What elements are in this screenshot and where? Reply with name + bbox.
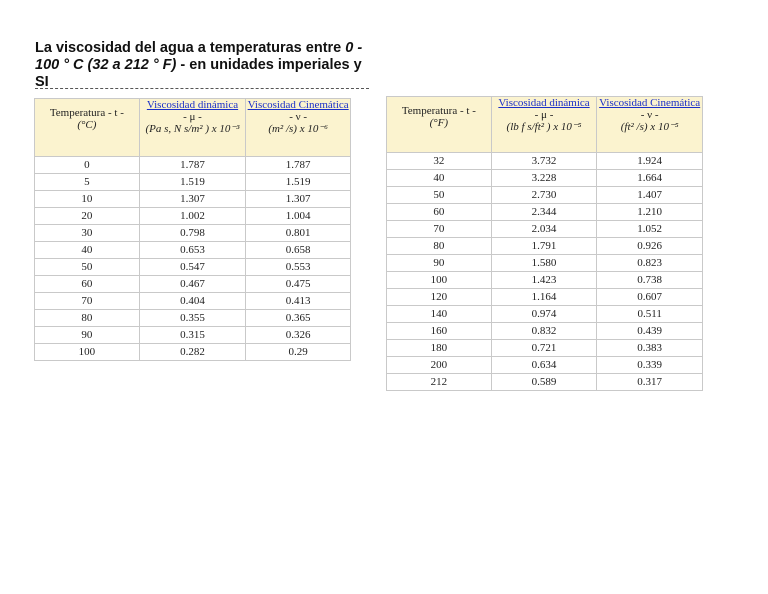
title-text: La viscosidad del agua a temperaturas entre bbox=[35, 40, 346, 56]
cell-temperature: 10 bbox=[35, 191, 140, 208]
table-row bbox=[35, 259, 351, 276]
table-row bbox=[387, 153, 703, 170]
cell-dynamic-viscosity: 0.404 bbox=[139, 293, 246, 310]
cell-kinematic-viscosity: 0.823 bbox=[597, 255, 703, 272]
cell-dynamic-viscosity: 3.732 bbox=[491, 153, 597, 170]
table-row bbox=[387, 221, 703, 238]
cell-dynamic-viscosity: 0.467 bbox=[139, 276, 246, 293]
header-kin-unit: (m² /s) x 10⁻⁶ bbox=[268, 123, 328, 135]
cell-temperature: 32 bbox=[387, 153, 492, 170]
cell-kinematic-viscosity: 1.664 bbox=[597, 170, 703, 187]
cell-kinematic-viscosity: 0.439 bbox=[597, 323, 703, 340]
table-row bbox=[35, 157, 351, 174]
header-temp-unit: (°C) bbox=[77, 119, 97, 131]
cell-temperature: 160 bbox=[387, 323, 492, 340]
header-temp-unit: (°F) bbox=[429, 117, 449, 129]
table-row bbox=[35, 293, 351, 310]
cell-kinematic-viscosity: 0.29 bbox=[246, 344, 351, 361]
table-row bbox=[387, 323, 703, 340]
table-row bbox=[35, 327, 351, 344]
cell-kinematic-viscosity: 1.004 bbox=[246, 208, 351, 225]
cell-temperature: 200 bbox=[387, 357, 492, 374]
cell-temperature: 212 bbox=[387, 374, 492, 391]
cell-temperature: 40 bbox=[35, 242, 140, 259]
cell-kinematic-viscosity: 0.926 bbox=[597, 238, 703, 255]
cell-temperature: 0 bbox=[35, 157, 140, 174]
table-row bbox=[387, 187, 703, 204]
cell-dynamic-viscosity: 1.519 bbox=[139, 174, 246, 191]
cell-kinematic-viscosity: 1.787 bbox=[246, 157, 351, 174]
cell-temperature: 60 bbox=[387, 204, 492, 221]
header-dyn-unit: (lb f s/ft² ) x 10⁻⁵ bbox=[506, 121, 582, 133]
cell-kinematic-viscosity: 0.475 bbox=[246, 276, 351, 293]
table-row bbox=[387, 170, 703, 187]
cell-dynamic-viscosity: 0.832 bbox=[491, 323, 597, 340]
title-range: 0 - 100 ° C (32 a 212 ° F) bbox=[35, 40, 363, 73]
cell-kinematic-viscosity: 0.326 bbox=[246, 327, 351, 344]
table-row bbox=[35, 276, 351, 293]
cell-temperature: 60 bbox=[35, 276, 140, 293]
cell-dynamic-viscosity: 2.034 bbox=[491, 221, 597, 238]
cell-dynamic-viscosity: 2.730 bbox=[491, 187, 597, 204]
cell-kinematic-viscosity: 1.307 bbox=[246, 191, 351, 208]
kinematic-viscosity-link[interactable]: Viscosidad Cinemática bbox=[599, 97, 701, 109]
header-dyn-symbol: - μ - bbox=[534, 109, 554, 121]
cell-dynamic-viscosity: 1.580 bbox=[491, 255, 597, 272]
header-kin-symbol: - ν - bbox=[289, 111, 308, 123]
table-row bbox=[387, 357, 703, 374]
cell-dynamic-viscosity: 0.355 bbox=[139, 310, 246, 327]
cell-dynamic-viscosity: 1.307 bbox=[139, 191, 246, 208]
table-body bbox=[35, 157, 351, 361]
cell-temperature: 120 bbox=[387, 289, 492, 306]
cell-kinematic-viscosity: 1.052 bbox=[597, 221, 703, 238]
table-row bbox=[35, 344, 351, 361]
header-temperature bbox=[387, 97, 492, 153]
cell-dynamic-viscosity: 0.974 bbox=[491, 306, 597, 323]
cell-temperature: 100 bbox=[35, 344, 140, 361]
header-dyn-symbol: - μ - bbox=[183, 111, 202, 123]
header-dyn-unit: (Pa s, N s/m² ) x 10⁻³ bbox=[145, 123, 240, 135]
cell-dynamic-viscosity: 0.634 bbox=[491, 357, 597, 374]
table-row bbox=[387, 272, 703, 289]
title-text-end: - en unidades imperiales y SI bbox=[35, 57, 362, 90]
header-temp-label: Temperatura - t - bbox=[401, 105, 476, 117]
table-row bbox=[387, 340, 703, 357]
cell-dynamic-viscosity: 0.653 bbox=[139, 242, 246, 259]
cell-kinematic-viscosity: 1.210 bbox=[597, 204, 703, 221]
cell-dynamic-viscosity: 1.164 bbox=[491, 289, 597, 306]
cell-kinematic-viscosity: 0.738 bbox=[597, 272, 703, 289]
header-kinematic-viscosity bbox=[246, 99, 351, 157]
cell-kinematic-viscosity: 1.407 bbox=[597, 187, 703, 204]
cell-dynamic-viscosity: 3.228 bbox=[491, 170, 597, 187]
cell-temperature: 140 bbox=[387, 306, 492, 323]
cell-dynamic-viscosity: 1.002 bbox=[139, 208, 246, 225]
kinematic-viscosity-link[interactable]: Viscosidad Cinemática bbox=[247, 99, 349, 111]
header-dynamic-viscosity bbox=[139, 99, 246, 157]
table-row bbox=[35, 208, 351, 225]
table-row bbox=[387, 374, 703, 391]
table-row bbox=[35, 174, 351, 191]
cell-dynamic-viscosity: 0.547 bbox=[139, 259, 246, 276]
table-row bbox=[35, 242, 351, 259]
cell-dynamic-viscosity: 0.798 bbox=[139, 225, 246, 242]
cell-dynamic-viscosity: 1.791 bbox=[491, 238, 597, 255]
dynamic-viscosity-link[interactable]: Viscosidad dinámica bbox=[146, 99, 239, 111]
cell-kinematic-viscosity: 0.801 bbox=[246, 225, 351, 242]
cell-temperature: 90 bbox=[387, 255, 492, 272]
cell-temperature: 20 bbox=[35, 208, 140, 225]
cell-temperature: 50 bbox=[35, 259, 140, 276]
cell-dynamic-viscosity: 1.423 bbox=[491, 272, 597, 289]
cell-dynamic-viscosity: 2.344 bbox=[491, 204, 597, 221]
cell-temperature: 70 bbox=[35, 293, 140, 310]
cell-kinematic-viscosity: 0.365 bbox=[246, 310, 351, 327]
cell-temperature: 90 bbox=[35, 327, 140, 344]
cell-kinematic-viscosity: 0.383 bbox=[597, 340, 703, 357]
cell-dynamic-viscosity: 0.282 bbox=[139, 344, 246, 361]
cell-kinematic-viscosity: 0.658 bbox=[246, 242, 351, 259]
cell-temperature: 40 bbox=[387, 170, 492, 187]
viscosity-table-si bbox=[34, 98, 351, 361]
title-divider bbox=[35, 88, 369, 89]
cell-temperature: 80 bbox=[35, 310, 140, 327]
table-row bbox=[387, 289, 703, 306]
cell-temperature: 100 bbox=[387, 272, 492, 289]
viscosity-table-imperial bbox=[386, 96, 703, 391]
cell-kinematic-viscosity: 0.553 bbox=[246, 259, 351, 276]
cell-temperature: 80 bbox=[387, 238, 492, 255]
table-body bbox=[387, 153, 703, 391]
header-dynamic-viscosity bbox=[491, 97, 597, 153]
table-row bbox=[387, 255, 703, 272]
table-row bbox=[35, 310, 351, 327]
cell-temperature: 50 bbox=[387, 187, 492, 204]
cell-kinematic-viscosity: 0.413 bbox=[246, 293, 351, 310]
dynamic-viscosity-link[interactable]: Viscosidad dinámica bbox=[498, 97, 590, 109]
cell-temperature: 30 bbox=[35, 225, 140, 242]
cell-kinematic-viscosity: 0.317 bbox=[597, 374, 703, 391]
page-title bbox=[35, 40, 365, 91]
cell-temperature: 5 bbox=[35, 174, 140, 191]
table-row bbox=[387, 238, 703, 255]
header-kin-symbol: - ν - bbox=[640, 109, 659, 121]
cell-kinematic-viscosity: 0.607 bbox=[597, 289, 703, 306]
cell-kinematic-viscosity: 0.511 bbox=[597, 306, 703, 323]
cell-kinematic-viscosity: 0.339 bbox=[597, 357, 703, 374]
cell-temperature: 180 bbox=[387, 340, 492, 357]
cell-dynamic-viscosity: 0.589 bbox=[491, 374, 597, 391]
header-kin-unit: (ft² /s) x 10⁻⁵ bbox=[620, 121, 679, 133]
header-temp-label: Temperatura - t - bbox=[49, 107, 124, 119]
header-temperature bbox=[35, 99, 140, 157]
table-row bbox=[35, 225, 351, 242]
table-row bbox=[387, 306, 703, 323]
cell-temperature: 70 bbox=[387, 221, 492, 238]
cell-dynamic-viscosity: 0.721 bbox=[491, 340, 597, 357]
cell-kinematic-viscosity: 1.519 bbox=[246, 174, 351, 191]
cell-dynamic-viscosity: 1.787 bbox=[139, 157, 246, 174]
table-row bbox=[35, 191, 351, 208]
cell-kinematic-viscosity: 1.924 bbox=[597, 153, 703, 170]
cell-dynamic-viscosity: 0.315 bbox=[139, 327, 246, 344]
header-kinematic-viscosity bbox=[597, 97, 703, 153]
table-row bbox=[387, 204, 703, 221]
